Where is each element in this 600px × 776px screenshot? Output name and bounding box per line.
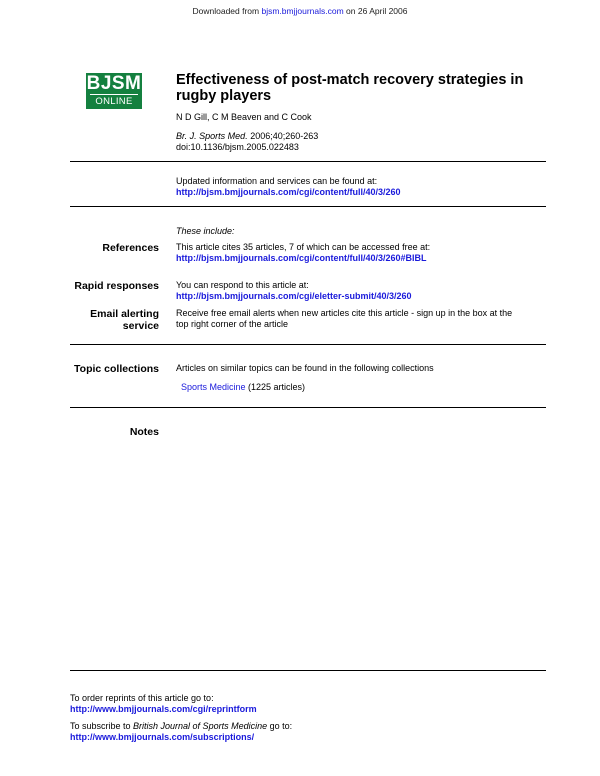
email-alerting-label <box>70 308 159 332</box>
divider-3 <box>70 344 546 345</box>
article-doi: doi:10.1136/bjsm.2005.022483 <box>176 142 299 152</box>
subscribe-prefix: To subscribe to <box>70 721 134 731</box>
rapid-responses-link[interactable]: http://bjsm.bmjjournals.com/cgi/eletter-submit/40/3/260 <box>176 291 412 301</box>
reprints-section <box>70 693 257 715</box>
download-notice <box>0 6 600 16</box>
article-citation <box>176 131 318 153</box>
references-link[interactable]: http://bjsm.bmjjournals.com/cgi/content/full/40/3/260#BIBL <box>176 253 427 263</box>
email-alerting-text-line2: top right corner of the article <box>176 319 289 329</box>
references-text: This article cites 35 articles, 7 of which can be accessed free at: <box>176 242 431 252</box>
updated-info-link[interactable]: http://bjsm.bmjjournals.com/cgi/content/full/40/3/260 <box>176 187 401 197</box>
email-alerting-section <box>176 308 548 330</box>
logo-divider <box>90 94 138 95</box>
email-alerting-text-line1: Receive free email alerts when new articles cite this article - sign up in the box at the <box>176 308 513 318</box>
download-prefix: Downloaded from <box>192 6 262 16</box>
citation-details: 2006;40;260-263 <box>247 131 319 141</box>
topic-collections-label: Topic collections <box>74 363 159 375</box>
topic-collection-link[interactable]: Sports Medicine <box>181 382 246 392</box>
article-authors: N D Gill, C M Beaven and C Cook <box>176 112 312 122</box>
topic-collection-count: (1225 articles) <box>245 382 306 392</box>
divider-4 <box>70 407 546 408</box>
rapid-responses-text: You can respond to this article at: <box>176 280 309 290</box>
rapid-responses-label: Rapid responses <box>74 280 159 292</box>
updated-info <box>176 176 401 198</box>
divider-1 <box>70 161 546 162</box>
logo-bottom-text: ONLINE <box>95 96 133 107</box>
divider-5 <box>70 670 546 671</box>
email-alerting-label-line2: service <box>122 320 159 332</box>
topic-collections-text: Articles on similar topics can be found in the following collections <box>176 363 434 373</box>
reprints-link[interactable]: http://www.bmjjournals.com/cgi/reprintform <box>70 704 257 714</box>
bjsm-online-logo <box>86 73 142 109</box>
download-source-link[interactable]: bjsm.bmjjournals.com <box>261 6 344 16</box>
article-title: Effectiveness of post-match recovery strategies in rugby players <box>176 72 524 104</box>
subscribe-link[interactable]: http://www.bmjjournals.com/subscriptions/ <box>70 732 255 742</box>
rapid-responses-section <box>176 280 412 302</box>
email-alerting-label-line1: Email alerting <box>90 308 159 320</box>
notes-label: Notes <box>129 426 159 438</box>
reprints-text: To order reprints of this article go to: <box>70 693 214 703</box>
download-date: on 26 April 2006 <box>343 6 408 16</box>
logo-top-text: BJSM <box>86 73 142 94</box>
subscribe-suffix: go to: <box>267 721 293 731</box>
references-label: References <box>102 242 159 254</box>
subscribe-journal: British Journal of Sports Medicine <box>133 721 268 731</box>
topic-collection-item <box>181 382 305 393</box>
journal-name: Br. J. Sports Med. <box>176 131 248 141</box>
subscribe-text <box>70 721 292 732</box>
references-section <box>176 242 430 264</box>
these-include: These include: <box>176 226 235 236</box>
subscribe-section <box>70 721 292 743</box>
updated-info-text: Updated information and services can be found at: <box>176 176 378 186</box>
divider-2 <box>70 206 546 207</box>
